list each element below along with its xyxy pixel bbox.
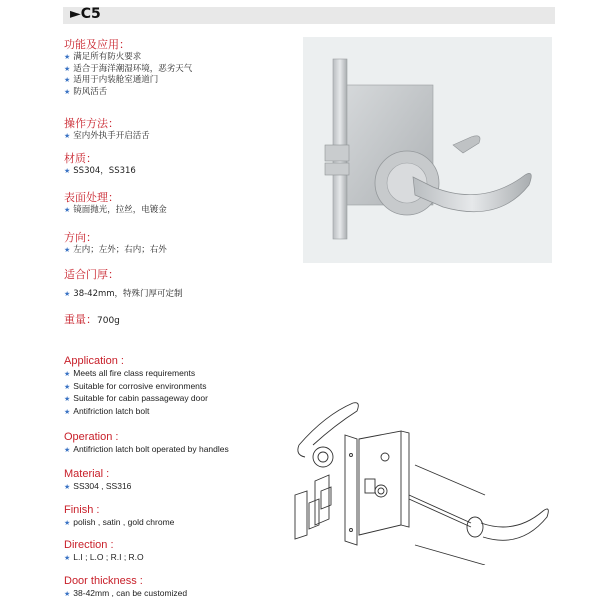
en-application-item: ★ Antifriction latch bolt xyxy=(64,405,150,416)
star-bullet-icon: ★ xyxy=(64,290,71,298)
en-finish-section xyxy=(64,503,174,530)
en-finish-item: ★ polish , satin , gold chrome xyxy=(64,517,175,527)
exploded-line-drawing xyxy=(285,395,557,565)
en-application-item: ★ Suitable for cabin passageway door xyxy=(64,393,208,403)
star-bullet-icon: ★ xyxy=(64,76,71,84)
cn-material-heading: 材质： xyxy=(64,152,97,165)
cn-thickness-item: ★ 38-42mm，特殊门厚可定制 xyxy=(64,289,183,299)
en-material-section xyxy=(64,467,131,494)
en-application-item: ★ Meets all fire class requirements xyxy=(64,368,196,378)
en-operation-section xyxy=(64,430,229,457)
cn-function-item: ★ 适用于内装舱室通道门 xyxy=(64,75,159,85)
en-thickness-heading: Door thickness : xyxy=(64,575,143,587)
cn-weight-heading: 重量： xyxy=(64,313,97,326)
en-operation-heading: Operation : xyxy=(64,431,119,443)
cn-material-item: ★ SS304，SS316 xyxy=(64,166,136,176)
en-direction-section xyxy=(64,538,144,565)
cn-direction-item: ★ 左内；左外；右内；右外 xyxy=(64,245,167,255)
star-bullet-icon: ★ xyxy=(64,246,71,254)
cn-surface-item: ★ 镜面抛光，拉丝，电镀金 xyxy=(64,205,167,215)
star-bullet-icon: ★ xyxy=(64,383,71,391)
star-bullet-icon: ★ xyxy=(64,555,71,562)
en-thickness-section xyxy=(64,574,187,601)
product-code-title: ►C5 xyxy=(70,6,101,22)
cn-surface-heading: 表面处理： xyxy=(64,191,119,204)
cn-function-item: ★ 适合于海洋潮湿环境，恶劣天气 xyxy=(64,63,193,74)
star-bullet-icon: ★ xyxy=(64,64,71,73)
cn-weight-section xyxy=(64,308,120,327)
cn-direction-heading: 方向： xyxy=(64,231,97,244)
header-bar xyxy=(63,7,555,24)
cn-operation-heading: 操作方法： xyxy=(64,117,119,130)
cn-operation-item: ★ 室内外执手开启活舌 xyxy=(64,131,150,141)
en-application-heading: Application : xyxy=(64,355,124,367)
star-bullet-icon: ★ xyxy=(64,53,71,61)
cn-weight-value: 700g xyxy=(97,316,120,326)
star-bullet-icon: ★ xyxy=(64,591,71,598)
cn-function-heading: 功能及应用： xyxy=(64,38,130,51)
star-bullet-icon: ★ xyxy=(64,206,71,214)
exploded-view-illustration xyxy=(285,395,557,565)
cn-thickness-heading: 适合门厚： xyxy=(64,268,119,281)
en-finish-heading: Finish : xyxy=(64,504,100,516)
star-bullet-icon: ★ xyxy=(64,167,71,175)
en-operation-item: ★ Antifriction latch bolt operated by handles xyxy=(64,444,229,454)
product-photo xyxy=(303,37,552,263)
en-material-heading: Material : xyxy=(64,468,110,480)
star-bullet-icon: ★ xyxy=(64,484,71,491)
star-bullet-icon: ★ xyxy=(64,408,71,416)
en-application-item: ★ Suitable for corrosive environments xyxy=(64,380,207,391)
star-bullet-icon: ★ xyxy=(64,520,71,527)
cn-function-item: ★ 满足所有防火要求 xyxy=(64,52,142,62)
star-bullet-icon: ★ xyxy=(64,371,71,378)
star-bullet-icon: ★ xyxy=(64,87,71,96)
cn-function-item: ★ 防风活舌 xyxy=(64,86,108,97)
en-material-item: ★ SS304 , SS316 xyxy=(64,481,132,491)
en-application-section xyxy=(64,354,208,418)
cn-operation-section xyxy=(64,117,150,143)
star-bullet-icon: ★ xyxy=(64,396,71,403)
cn-material-section xyxy=(64,152,136,178)
lock-photo-illustration xyxy=(303,37,552,263)
star-bullet-icon: ★ xyxy=(64,447,71,454)
star-bullet-icon: ★ xyxy=(64,132,71,140)
cn-function-section xyxy=(64,38,192,98)
cn-direction-section xyxy=(64,231,167,257)
en-direction-heading: Direction : xyxy=(64,539,114,551)
cn-surface-section xyxy=(64,191,167,217)
en-thickness-item: ★ 38-42mm , can be customized xyxy=(64,588,188,598)
en-direction-item: ★ L.I ; L.O ; R.I ; R.O xyxy=(64,552,144,562)
cn-thickness-section xyxy=(64,268,183,301)
